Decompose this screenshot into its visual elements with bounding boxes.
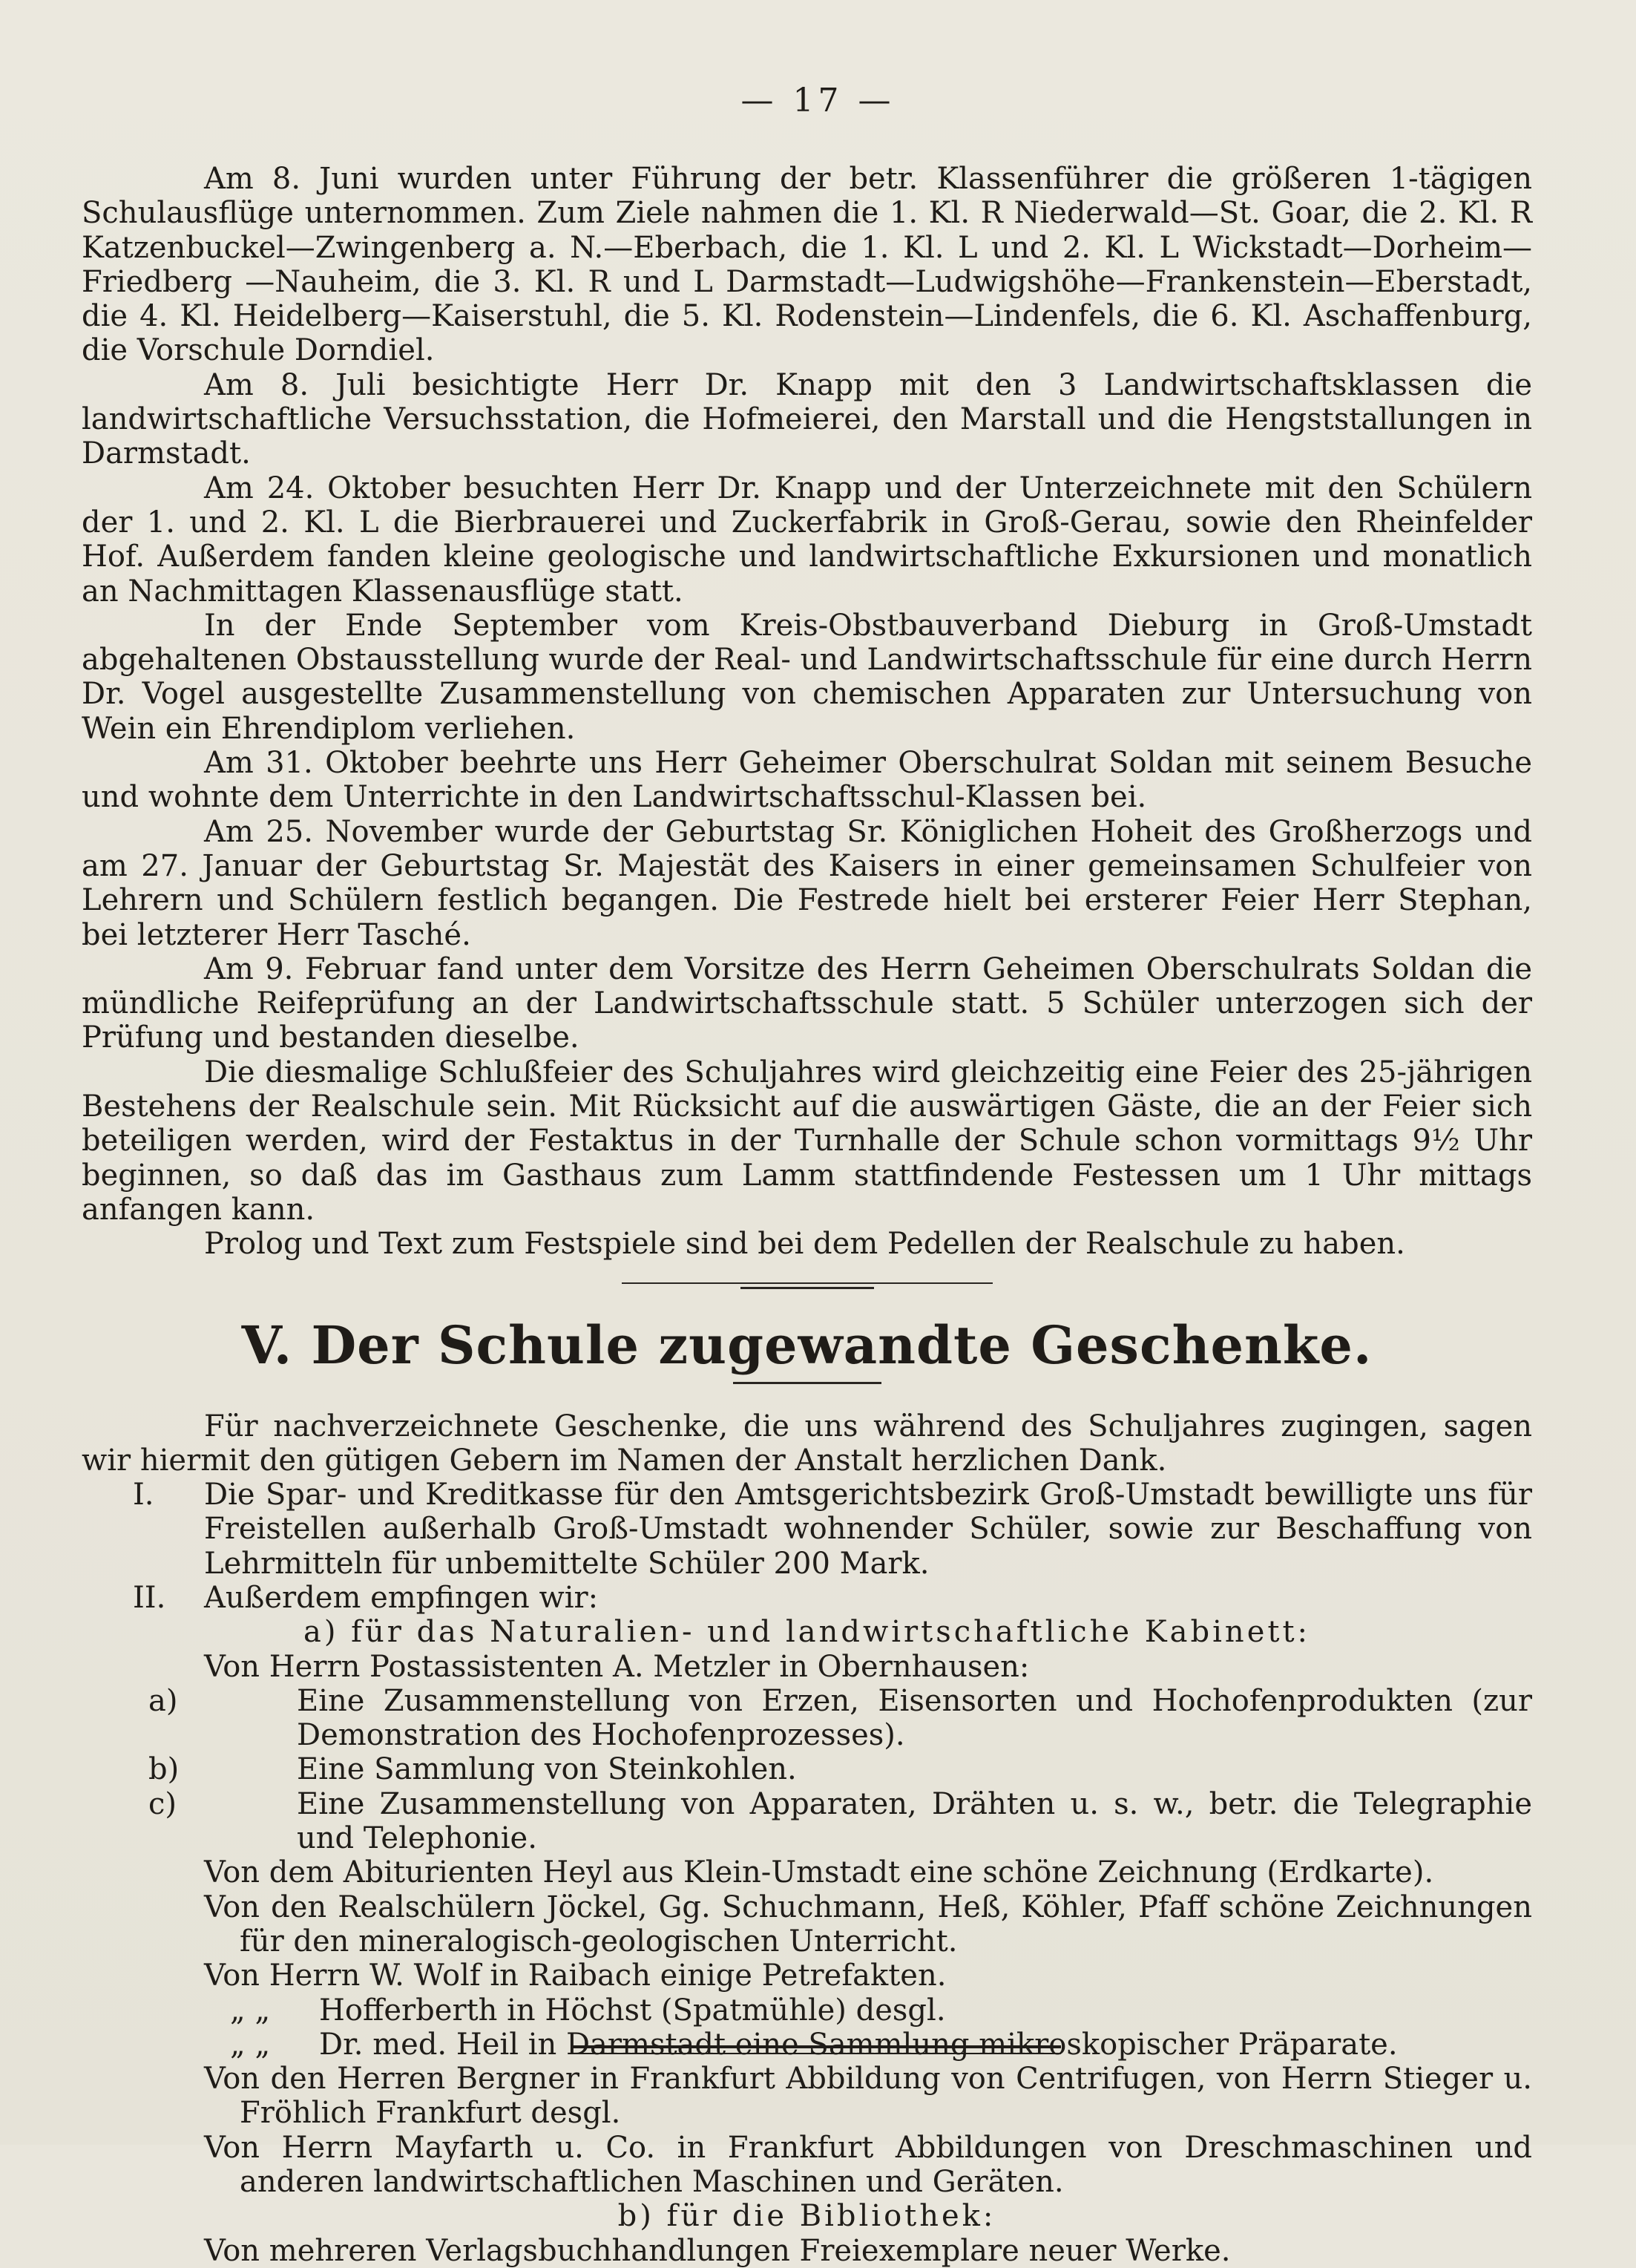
donor-bergner: Von den Herren Bergner in Frankfurt Abbildung von Centrifugen, von Herrn Stieger u. Fröhlich Frankfurt desgl. — [204, 2062, 1532, 2131]
item-c-text: Eine Zusammenstellung von Apparaten, Drähten u. s. w., betr. die Telegraphie und Telephonie. — [297, 1786, 1532, 1856]
donor-wolf: Von Herrn W. Wolf in Raibach einige Petrefakten. — [204, 1959, 947, 1993]
section-heading: V. Der Schule zugewandte Geschenke. — [241, 1314, 1373, 1376]
donor-heil — [82, 2028, 1532, 2062]
paragraph-prolog: Prolog und Text zum Festspiele sind bei dem Pedellen der Realschule zu haben. — [204, 1227, 1405, 1262]
paragraph-closing-ceremony: Die diesmalige Schlußfeier des Schuljahres wird gleichzeitig eine Feier des 25-jährigen Bestehens der Realschule sein. Mit Rücksicht auf die auswärtigen Gäste, die an der Feier sich beteiligen werden, wird der Festaktus in der Turnhalle der Schule schon vormittags 9½ Uhr beginnen, so daß das im Gasthaus zum Lamm stattfindende Festessen um 1 Uhr mittags anfangen kann. — [82, 1055, 1532, 1227]
donor-metzler-item-b — [82, 1752, 1532, 1786]
donor-hofferberth-text: Hofferberth in Höchst (Spatmühle) desgl. — [319, 1993, 946, 2028]
item-one-label: I. — [133, 1478, 154, 1512]
donor-publishers: Von mehreren Verlagsbuchhandlungen Freiexemplare neuer Werke. — [204, 2233, 1231, 2268]
ditto-mark: „ „ — [230, 1993, 271, 2028]
paragraph-exam: Am 9. Februar fand unter dem Vorsitze des Herrn Geheimen Oberschulrats Soldan die mündliche Reifeprüfung an der Landwirtschaftsschule statt. 5 Schüler unterzogen sich der Prüfung und bestanden dieselbe. — [82, 951, 1532, 1055]
donor-metzler-item-a — [82, 1684, 1532, 1753]
paragraph-october-visit: Am 24. Oktober besuchten Herr Dr. Knapp und der Unterzeichnete mit den Schülern der 1. und 2. Kl. L die Bierbrauerei und Zuckerfabrik in Groß-Gerau, sowie den Rheinfelder Hof. Außerdem fanden kleine geologische und landwirtschaftliche Exkursionen und monatlich an Nachmittagen Klassenausflüge statt. — [82, 471, 1532, 609]
item-b-label: b) — [148, 1752, 180, 1787]
donor-mayfarth: Von Herrn Mayfarth u. Co. in Frankfurt Abbildungen von Dreschmaschinen und anderen landwirtschaftlichen Maschinen und Geräten. — [204, 2130, 1532, 2200]
item-two-label: II. — [133, 1580, 166, 1615]
end-rule — [571, 2045, 1061, 2048]
item-a-label: a) — [148, 1683, 178, 1718]
item-a-text: Eine Zusammenstellung von Erzen, Eisensorten und Hochofenprodukten (zur Demonstration des Hochofenprozesses). — [297, 1683, 1532, 1753]
paragraph-july-visit: Am 8. Juli besichtigte Herr Dr. Knapp mit den 3 Landwirtschaftsklassen die landwirtschaftliche Versuchsstation, die Hofmeierei, den Marstall und die Hengststallungen in Darmstadt. — [82, 367, 1532, 471]
item-b-text: Eine Sammlung von Steinkohlen. — [297, 1752, 797, 1787]
subsection-a-title: a) für das Naturalien- und landwirtschaftliche Kabinett: — [303, 1615, 1310, 1650]
paragraph-fruit-exhibition: In der Ende September vom Kreis-Obstbauverband Dieburg in Groß-Umstadt abgehaltenen Obstausstellung wurde der Real- und Landwirtschaftsschule für eine durch Herrn Dr. Vogel ausgestellte Zusammenstellung von chemischen Apparaten zur Untersuchung von Wein ein Ehrendiplom verliehen. — [82, 608, 1532, 746]
item-two — [82, 1581, 1532, 1615]
donor-metzler: Von Herrn Postassistenten A. Metzler in Obernhausen: — [204, 1649, 1030, 1684]
heading-underline — [733, 1382, 881, 1384]
donor-heil-text: Dr. med. Heil in Darmstadt eine Sammlung mikroskopischer Präparate. — [319, 2027, 1398, 2062]
page-number: — 17 — — [740, 82, 896, 119]
item-one-text: Die Spar- und Kreditkasse für den Amtsgerichtsbezirk Groß-Umstadt bewilligte uns für Freistellen außerhalb Groß-Umstadt wohnender Schüler, sowie zur Beschaffung von Lehrmitteln für unbemittelte Schüler 200 Mark. — [204, 1478, 1532, 1581]
donor-hofferberth — [82, 1993, 1532, 2028]
paragraph-inspection: Am 31. Oktober beehrte uns Herr Geheimer Oberschulrat Soldan mit seinem Besuche und wohnte dem Unterrichte in den Landwirtschaftsschul-Klassen bei. — [82, 746, 1532, 815]
item-two-text: Außerdem empfingen wir: — [204, 1580, 599, 1615]
item-one — [82, 1478, 1532, 1581]
paragraph-school-trips: Am 8. Juni wurden unter Führung der betr. Klassenführer die größeren 1-tägigen Schulausflüge unternommen. Zum Ziele nahmen die 1. Kl. R Niederwald—St. Goar, die 2. Kl. R Katzenbuckel—Zwingenberg a. N.—Eberbach, die 1. Kl. L und 2. Kl. L Wickstadt—Dorheim—Friedberg —Nauheim, die 3. Kl. R und L Darmstadt—Ludwigshöhe—Frankenstein—Eberstadt, die 4. Kl. Heidelberg—Kaiserstuhl, die 5. Kl. Rodenstein—Lindenfels, die 6. Kl. Aschaffenburg, die Vorschule Dorndiel. — [82, 162, 1532, 368]
gifts-intro: Für nachverzeichnete Geschenke, die uns während des Schuljahres zugingen, sagen wir hiermit den gütigen Gebern im Namen der Anstalt herzlichen Dank. — [82, 1409, 1532, 1478]
item-c-label: c) — [148, 1786, 177, 1821]
subsection-b-title: b) für die Bibliothek: — [617, 2199, 996, 2234]
donor-metzler-item-c — [82, 1787, 1532, 1856]
end-rule-thin — [571, 2053, 1061, 2054]
donor-realschueler: Von den Realschülern Jöckel, Gg. Schuchmann, Heß, Köhler, Pfaff schöne Zeichnungen für den mineralogisch-geologischen Unterricht. — [204, 1890, 1532, 1959]
ditto-mark: „ „ — [230, 2027, 271, 2062]
paragraph-birthdays: Am 25. November wurde der Geburtstag Sr. Königlichen Hoheit des Großherzogs und am 27. Januar der Geburtstag Sr. Majestät des Kaisers in einer gemeinsamen Schulfeier von Lehrern und Schülern festlich begangen. Die Festrede hielt bei ersterer Feier Herr Stephan, bei letzterer Herr Tasché. — [82, 814, 1532, 952]
section-divider — [622, 1268, 993, 1302]
page-content — [82, 162, 1532, 2268]
donor-heyl: Von dem Abiturienten Heyl aus Klein-Umstadt eine schöne Zeichnung (Erdkarte). — [204, 1855, 1434, 1890]
